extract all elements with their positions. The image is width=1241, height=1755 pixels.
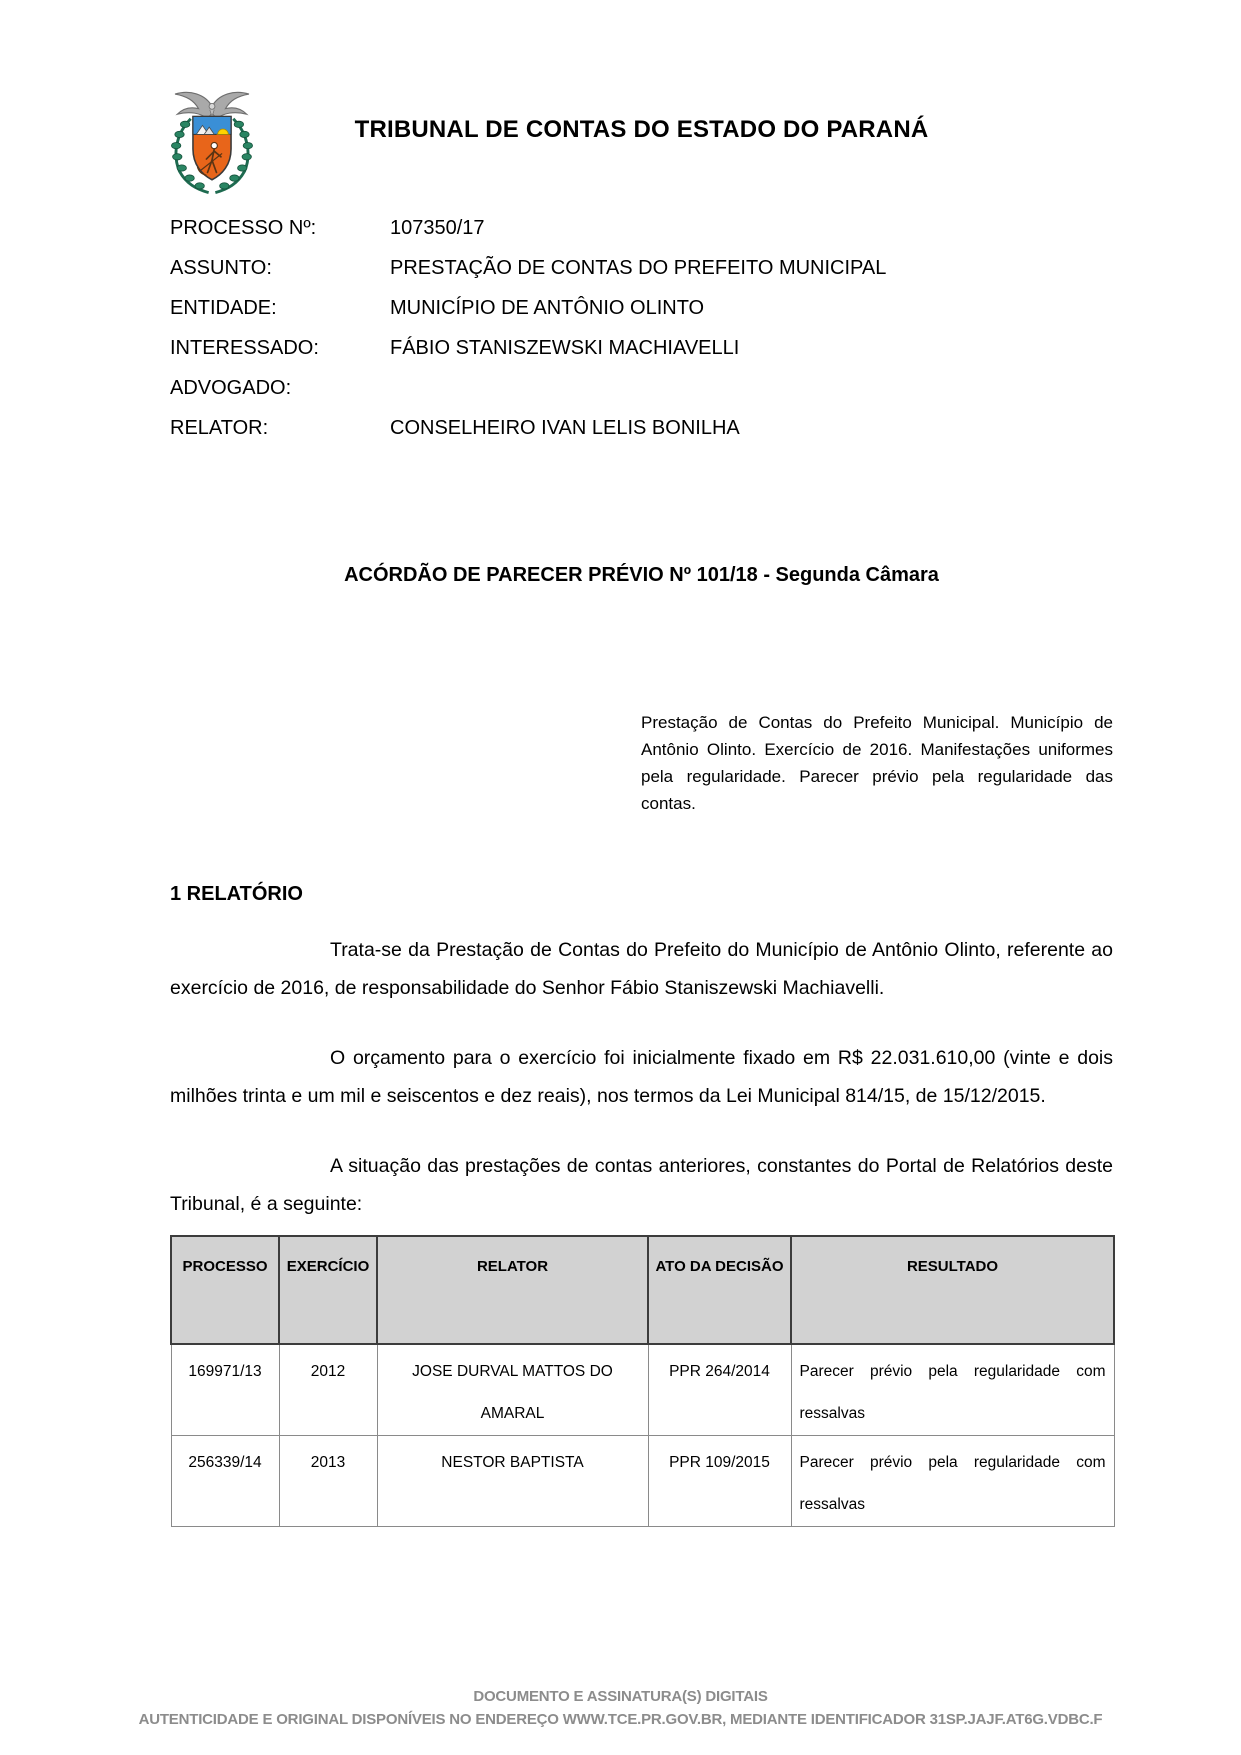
table-row <box>171 1344 1114 1436</box>
footer-line-1: DOCUMENTO E ASSINATURA(S) DIGITAIS <box>473 1688 768 1705</box>
process-number-label: PROCESSO Nº: <box>170 217 317 239</box>
cell-processo: 256339/14 <box>171 1436 279 1527</box>
entity-label: ENTIDADE: <box>170 297 277 319</box>
process-info <box>170 208 1113 448</box>
prior-accounts-table <box>170 1235 1115 1527</box>
org-title: TRIBUNAL DE CONTAS DO ESTADO DO PARANÁ <box>354 116 929 143</box>
process-row-interessado <box>170 328 1113 368</box>
cell-relator: NESTOR BAPTISTA <box>377 1436 648 1527</box>
report-paragraph: A situação das prestações de contas anteriores, constantes do Portal de Relatórios deste Tribunal, é a seguinte: <box>170 1155 1113 1215</box>
process-row-relator <box>170 408 1113 448</box>
cell-resultado: Parecer prévio pela regularidade com ressalvas <box>791 1344 1114 1436</box>
cell-relator: JOSE DURVAL MATTOS DO AMARAL <box>377 1344 648 1436</box>
col-header-resultado: RESULTADO <box>791 1236 1114 1344</box>
document-header <box>170 84 1113 196</box>
cell-ato: PPR 109/2015 <box>648 1436 791 1527</box>
case-summary: Prestação de Contas do Prefeito Municipal. Município de Antônio Olinto. Exercício de 2016. Manifestações uniformes pela regularidade. Parecer prévio pela regularidade das contas. <box>641 713 1113 813</box>
process-number-value: 107350/17 <box>390 217 485 239</box>
table-header-row <box>171 1236 1114 1344</box>
entity-value: MUNICÍPIO DE ANTÔNIO OLINTO <box>390 297 705 319</box>
subject-label: ASSUNTO: <box>170 257 272 279</box>
report-paragraph: Trata-se da Prestação de Contas do Prefeito do Município de Antônio Olinto, referente ao exercício de 2016, de responsabilidade do Senhor Fábio Staniszewski Machiavelli. <box>170 939 1113 999</box>
process-row-assunto <box>170 248 1113 288</box>
parana-coat-of-arms-icon <box>156 84 268 196</box>
col-header-processo: PROCESSO <box>171 1236 279 1344</box>
col-header-exercicio: EXERCÍCIO <box>279 1236 377 1344</box>
col-header-ato-da-decisao: ATO DA DECISÃO <box>648 1236 791 1344</box>
rapporteur-value: CONSELHEIRO IVAN LELIS BONILHA <box>390 417 740 439</box>
col-header-relator: RELATOR <box>377 1236 648 1344</box>
digital-signature-footer <box>0 1685 1241 1731</box>
interested-party-value: FÁBIO STANISZEWSKI MACHIAVELLI <box>390 337 740 359</box>
decision-title: ACÓRDÃO DE PARECER PRÉVIO Nº 101/18 - Segunda Câmara <box>344 564 939 586</box>
rapporteur-label: RELATOR: <box>170 417 269 439</box>
cell-exercicio: 2012 <box>279 1344 377 1436</box>
cell-ato: PPR 264/2014 <box>648 1344 791 1436</box>
footer-line-2: AUTENTICIDADE E ORIGINAL DISPONÍVEIS NO ENDEREÇO WWW.TCE.PR.GOV.BR, MEDIANTE IDENTIFICADOR 31SP.JAJF.AT6G.VDBC.F <box>138 1711 1103 1728</box>
cell-resultado: Parecer prévio pela regularidade com ressalvas <box>791 1436 1114 1527</box>
parana-coat-of-arms-logo <box>156 84 268 196</box>
report-paragraph: O orçamento para o exercício foi inicialmente fixado em R$ 22.031.610,00 (vinte e dois milhões trinta e um mil e seiscentos e dez reais), nos termos da Lei Municipal 814/15, de 15/12/2015. <box>170 1047 1113 1107</box>
subject-value: PRESTAÇÃO DE CONTAS DO PREFEITO MUNICIPAL <box>390 257 887 279</box>
process-row-entidade <box>170 288 1113 328</box>
cell-exercicio: 2013 <box>279 1436 377 1527</box>
lawyer-value <box>390 368 1113 408</box>
page-content <box>170 0 1113 1527</box>
process-row-numero <box>170 208 1113 248</box>
process-row-advogado <box>170 368 1113 408</box>
table-row <box>171 1436 1114 1527</box>
cell-processo: 169971/13 <box>171 1344 279 1436</box>
lawyer-label: ADVOGADO: <box>170 377 292 399</box>
report-section-heading: 1 RELATÓRIO <box>170 883 303 905</box>
interested-party-label: INTERESSADO: <box>170 337 319 359</box>
